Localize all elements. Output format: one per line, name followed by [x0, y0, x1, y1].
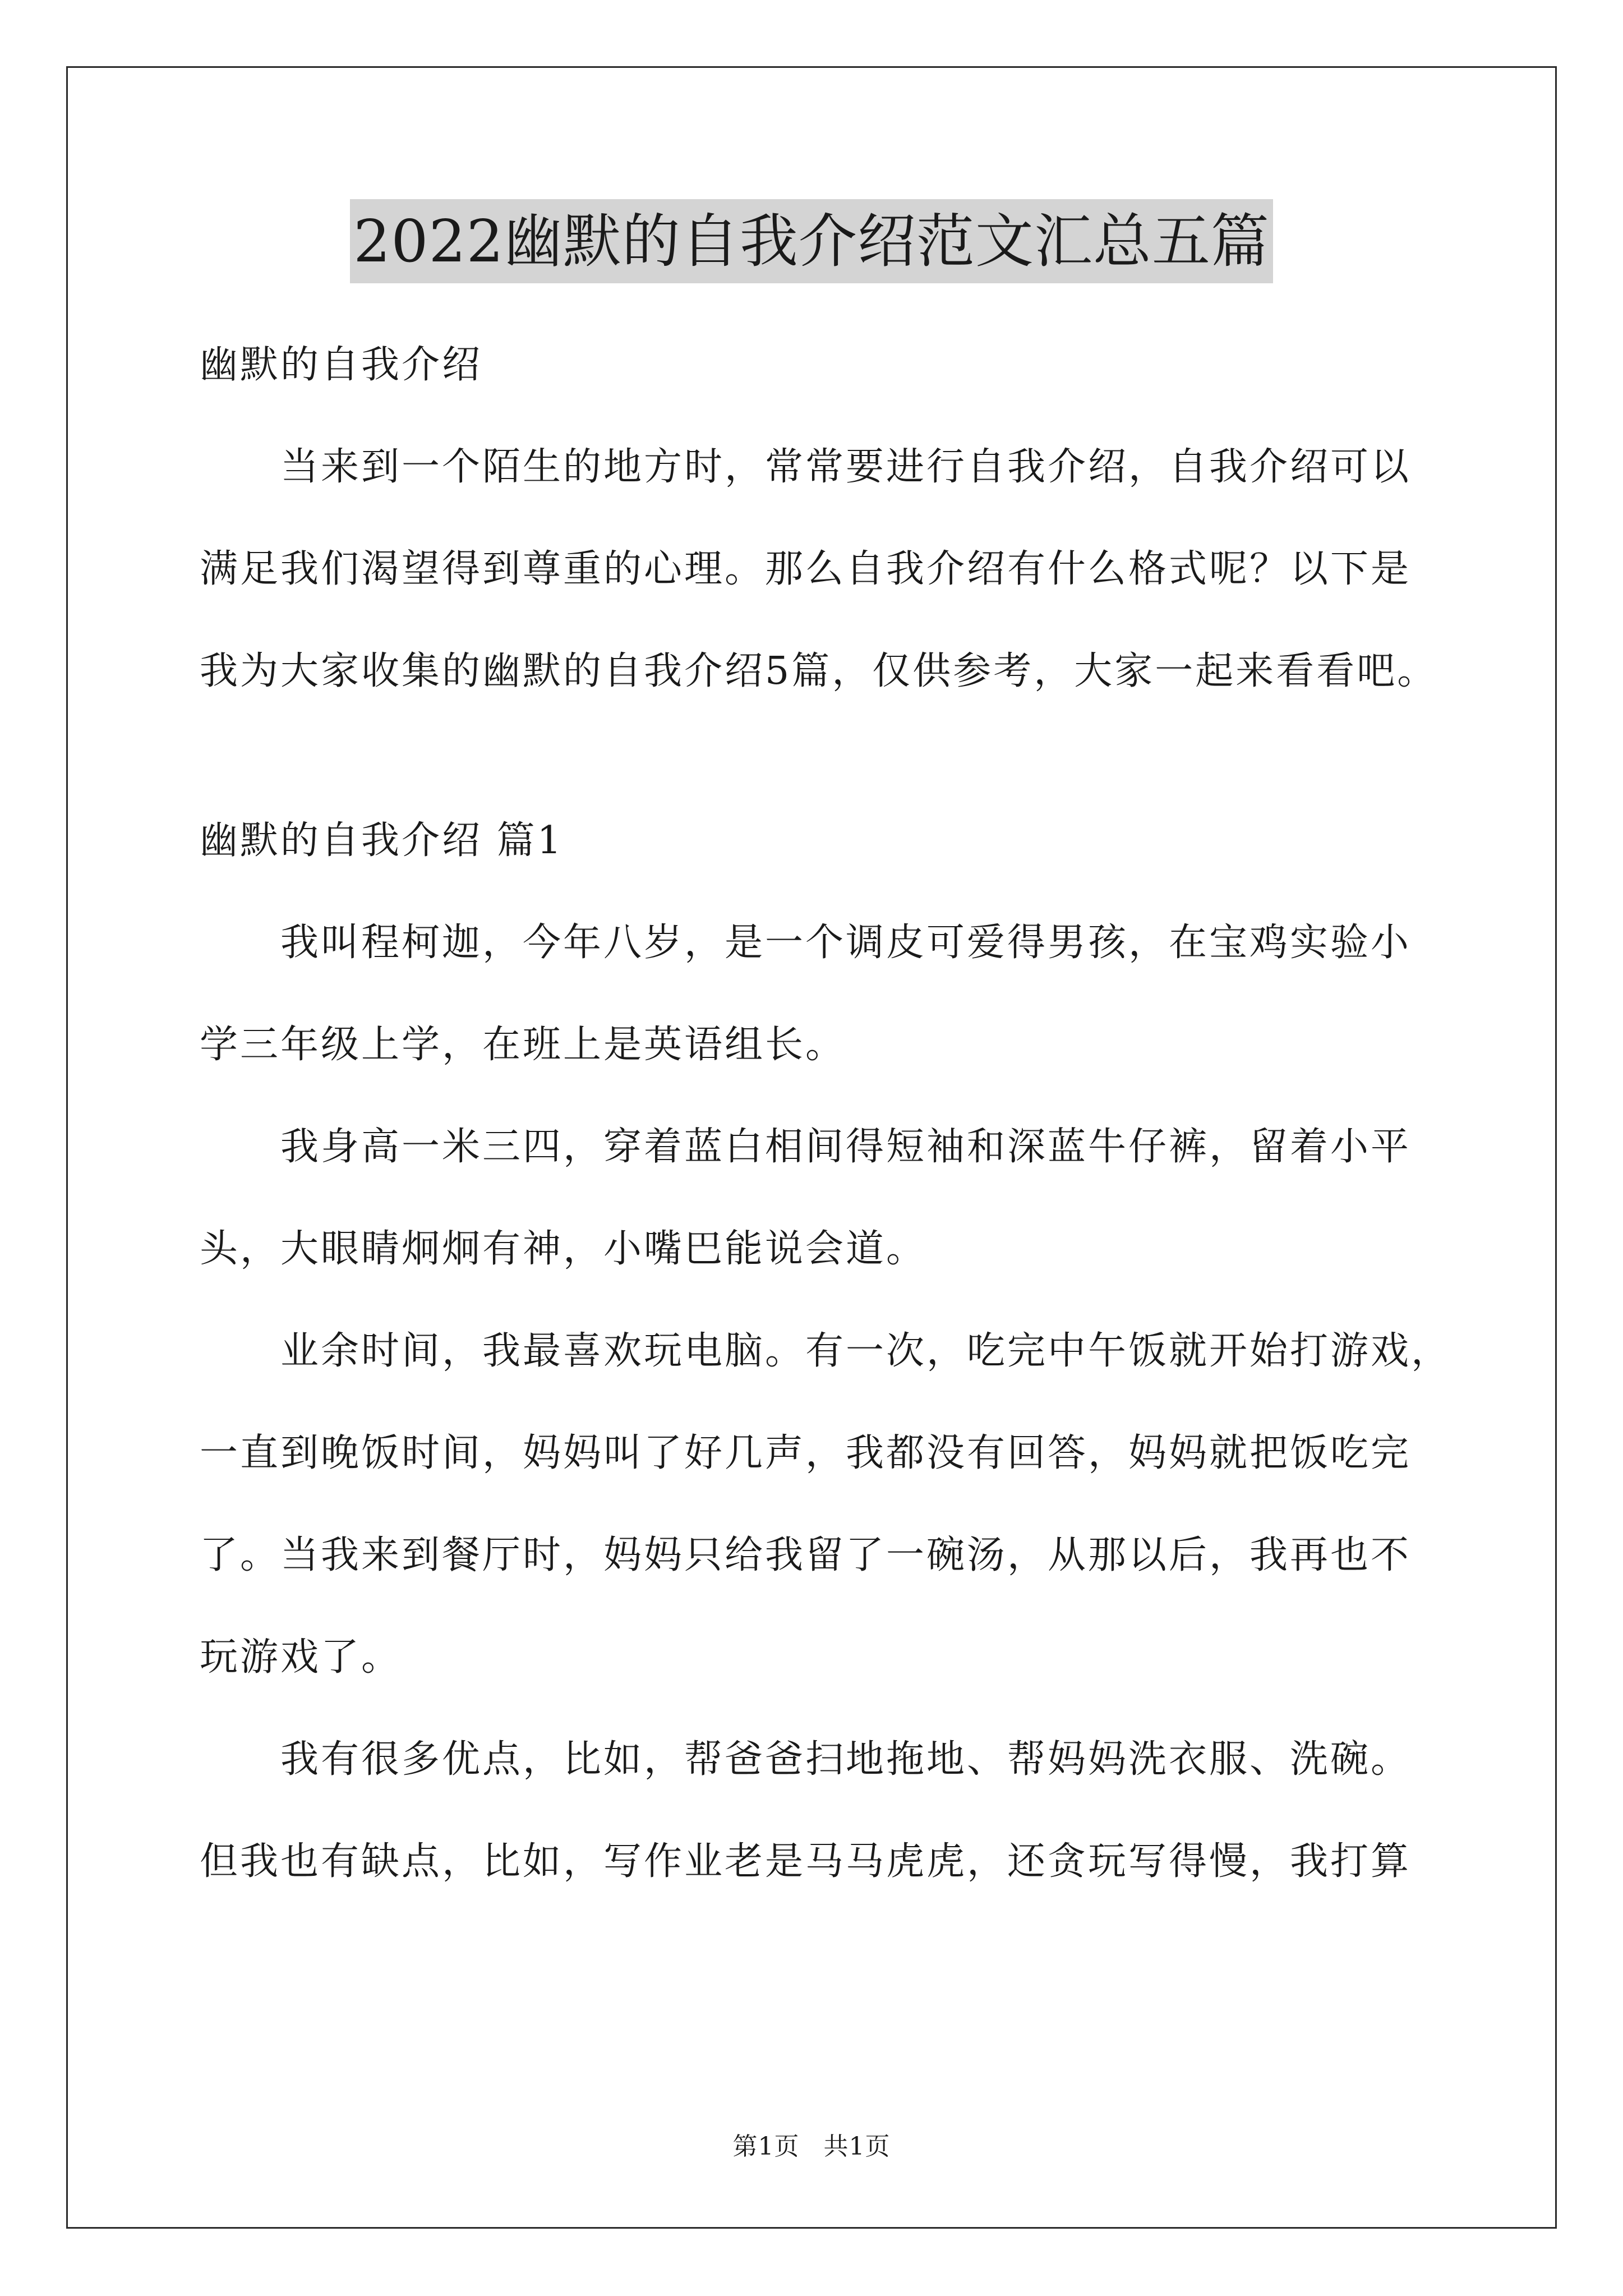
para2-line-2: 头，大眼睛炯炯有神，小嘴巴能说会道。 [200, 1227, 927, 1271]
para3-line-4: 玩游戏了。 [200, 1635, 402, 1680]
intro-line-3: 我为大家收集的幽默的自我介绍5篇，仅供参考，大家一起来看看吧。 [200, 649, 1438, 693]
page-number-total: 共1页 [823, 2132, 891, 2161]
section-heading-1: 幽默的自我介绍 篇1 [200, 818, 564, 863]
para1-line-1: 我叫程柯迦，今年八岁，是一个调皮可爱得男孩，在宝鸡实验小 [280, 921, 1412, 965]
para4-line-1: 我有很多优点，比如，帮爸爸扫地拖地、帮妈妈洗衣服、洗碗。 [280, 1737, 1412, 1782]
document-title: 2022幽默的自我介绍范文汇总五篇 [350, 199, 1273, 283]
intro-line-2: 满足我们渴望得到尊重的心理。那么自我介绍有什么格式呢？以下是 [200, 547, 1412, 591]
para3-line-3: 了。当我来到餐厅时，妈妈只给我留了一碗汤，从那以后，我再也不 [200, 1533, 1412, 1577]
para2-line-1: 我身高一米三四，穿着蓝白相间得短袖和深蓝牛仔裤，留着小平 [280, 1125, 1412, 1169]
section-heading-intro: 幽默的自我介绍 [200, 343, 483, 387]
section-gap [200, 723, 1433, 790]
para1-line-2: 学三年级上学，在班上是英语组长。 [200, 1023, 846, 1067]
para3-line-2: 一直到晚饭时间，妈妈叫了好几声，我都没有回答，妈妈就把饭吃完 [200, 1431, 1412, 1475]
title-container [0, 199, 1623, 283]
page-number-current: 第1页 [732, 2132, 800, 2161]
document-body [200, 314, 1452, 1913]
para4-line-2: 但我也有缺点，比如，写作业老是马马虎虎，还贪玩写得慢，我打算 [200, 1839, 1412, 1884]
page-footer [0, 2126, 1623, 2162]
intro-line-1: 当来到一个陌生的地方时，常常要进行自我介绍，自我介绍可以 [280, 445, 1412, 489]
para3-line-1: 业余时间，我最喜欢玩电脑。有一次，吃完中午饭就开始打游戏， [280, 1329, 1452, 1373]
